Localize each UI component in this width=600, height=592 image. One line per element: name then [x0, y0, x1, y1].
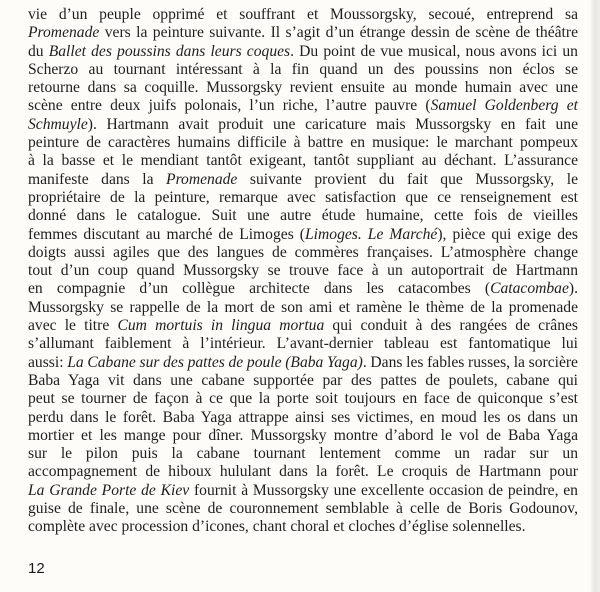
text-line [28, 134, 578, 152]
text-run: accompagnement de hiboux hululant dans la forêt. Le croquis de Hartmann pour [28, 463, 578, 481]
text-line [28, 372, 578, 390]
text-line [28, 43, 578, 61]
text-run: à la basse et le mendiant tantôt exigeant, tantôt suppliant au déchant. L’assurance [28, 152, 578, 170]
text-line [28, 354, 578, 372]
page-edge [590, 0, 600, 592]
text-run: qui conduit à des rangées de crânes [324, 317, 578, 335]
text-run: Mussorgsky se rappelle de la mort de son ami et ramène le thème de la promenade [28, 298, 578, 316]
text-run: sur le pilon puis la cabane tournant lentement comme un radar sur un [28, 445, 578, 463]
text-run: scène entre deux juifs polonais, l’un riche, l’autre pauvre ( [28, 97, 431, 115]
text-run: femmes discutant au marché de Limoges ( [28, 225, 305, 243]
text-run: doigts aussi agiles que des langues de commères françaises. L’atmosphère change [28, 243, 578, 261]
text-run: vie d’un peuple opprimé et souffrant et Moussorgsky, secoué, entreprend sa [28, 6, 578, 23]
text-line [28, 518, 578, 536]
text-run: peinture de caractères humains difficile à battre en musique: le marchant pompeux [28, 134, 578, 152]
italic-title: Schmuyle [28, 115, 88, 133]
text-run: en compagnie d’un collègue architecte dans les catacombes ( [28, 280, 491, 298]
text-run: manifeste dans la [28, 170, 167, 188]
text-line [28, 409, 578, 427]
text-run: . Dans les fables russes, la sorcière [362, 353, 578, 371]
text-line [28, 226, 578, 244]
text-line [28, 61, 578, 79]
italic-title: Ballet des poussins dans leurs coques [48, 42, 291, 60]
text-run: suivante provient du fait que Mussorgsky, le [237, 170, 578, 188]
text-line [28, 116, 578, 134]
text-line [28, 482, 578, 500]
page-number: 12 [28, 560, 45, 577]
text-line [28, 280, 578, 298]
italic-title: Promenade [28, 24, 100, 42]
text-run: tout d’un coup quand Mussorgsky se trouve face à un autoportrait de Hartmann [28, 262, 578, 280]
text-run: mortier et les mange pour dîner. Mussorgsky montre d’abord le vol de Baba Yaga [28, 426, 578, 444]
text-run: peut se tourner de façon à ce que la porte soit toujours en face de quiconque s’est [28, 390, 578, 408]
text-line [28, 97, 578, 115]
text-run: . Du point de vue musical, nous avons ici un [290, 42, 578, 60]
text-run: Baba Yaga vit dans une cabane supportée par des pattes de poulets, cabane qui [28, 371, 578, 389]
text-run: perdu dans le forêt. Baba Yaga attrappe ainsi ses victimes, en moud les os dans un [28, 408, 578, 426]
text-line [28, 390, 578, 408]
text-run: s’allumant faiblement à l’intérieur. L’avant-dernier tableau est fantomatique lui [28, 335, 578, 353]
italic-title: Promenade [166, 170, 238, 188]
text-run: retourne dans sa coquille. Mussorgsky revient ensuite au monde humain avec une [28, 79, 578, 97]
text-line [28, 189, 578, 207]
text-run: vers la peinture suivante. Il s’agit d’un étrange dessin de scène de théâtre [99, 24, 578, 42]
text-run: guise de finale, une scène de couronnement semblable à celle de Boris Godounov, [28, 500, 578, 518]
italic-title: Cum mortuis in lingua mortua [117, 317, 325, 335]
italic-title: La Grande Porte de Kiev [28, 481, 190, 499]
text-line [28, 463, 578, 481]
italic-title: La Cabane sur des pattes de poule (Baba Yaga) [67, 353, 363, 371]
text-line [28, 6, 578, 24]
text-line [28, 152, 578, 170]
text-run: du [28, 42, 49, 60]
text-run: complète avec procession d’icones, chant choral et cloches d’église solennelles. [28, 518, 526, 536]
text-run: ), pièce qui exige des [437, 225, 578, 243]
text-line [28, 500, 578, 518]
text-run: fournit à Mussorgsky une excellente occasion de peindre, en [189, 481, 578, 499]
text-line [28, 317, 578, 335]
text-run: avec le titre [28, 317, 118, 335]
italic-title: Catacombae [490, 280, 569, 298]
text-line [28, 79, 578, 97]
text-line [28, 335, 578, 353]
text-line [28, 427, 578, 445]
text-line [28, 244, 578, 262]
text-line [28, 24, 578, 42]
text-run: propriétaire de la peinture, remarque avec satisfaction que ce renseignement est [28, 188, 578, 206]
italic-title: Samuel Goldenberg et [430, 97, 578, 115]
text-run: ). Hartmann avait produit une caricature mais Mussorgsky en fait une [87, 115, 578, 133]
text-line [28, 171, 578, 189]
text-run: aussi: [28, 353, 68, 371]
text-run: ). [568, 280, 578, 298]
text-line [28, 262, 578, 280]
text-run: Scherzo au tournant intéressant à la fin quand un des poussins non éclos se [28, 60, 578, 78]
italic-title: Limoges. Le Marché [305, 225, 438, 243]
text-line [28, 299, 578, 317]
text-line [28, 445, 578, 463]
body-text [28, 6, 578, 537]
text-line [28, 207, 578, 225]
text-run: donné dans le catalogue. Suit une autre étude humaine, cette fois de vieilles [28, 207, 578, 225]
